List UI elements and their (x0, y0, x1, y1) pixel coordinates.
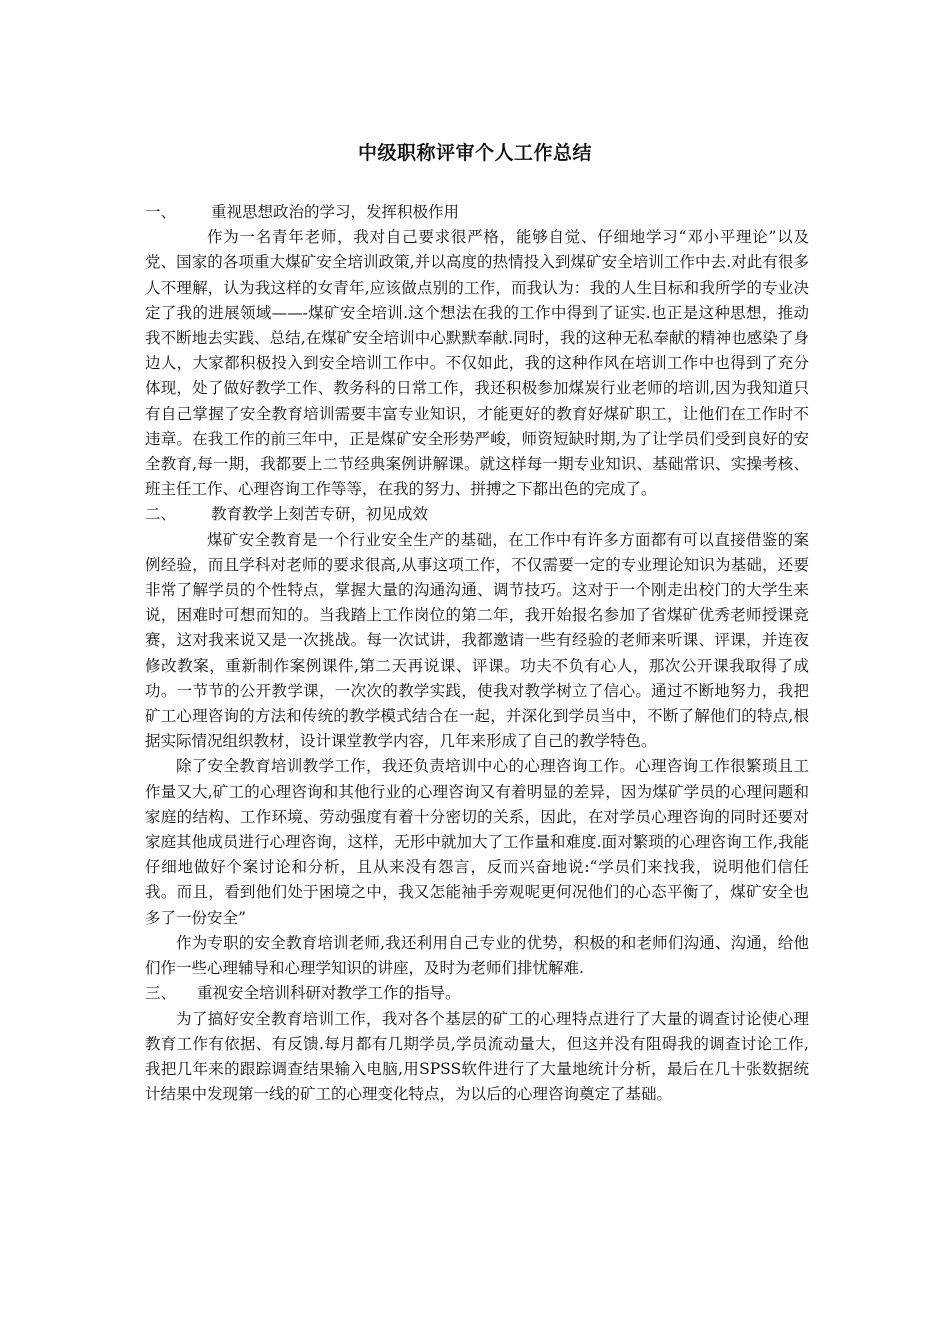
section-heading-2 (145, 502, 809, 527)
paragraph: 为了搞好安全教育培训工作，我对各个基层的矿工的心理特点进行了大量的调查讨论使心理教育工作有依据、有反馈.每月都有几期学员,学员流动量大，但这并没有阻碍我的调查讨论工作,我把几年来的跟踪调查结果输入电脑,用SPSS软件进行了大量地统计分析，最后在几十张数据统计结果中发现第一线的矿工的心理变化特点，为以后的心理咨询奠定了基础。 (145, 1009, 809, 1104)
document-body (145, 200, 809, 1107)
section-number: 三、 (145, 984, 177, 1003)
section-number: 二、 (145, 505, 177, 524)
section-heading-text: 重视安全培训科研对教学工作的指导。 (197, 984, 461, 1003)
paragraph: 作为专职的安全教育培训老师,我还利用自己专业的优势，积极的和老师们沟通、沟通，给他们作一些心理辅导和心理学知识的讲座，及时为老师们排忧解难. (145, 933, 809, 978)
paragraph: 作为一名青年老师，我对自己要求很严格，能够自觉、仔细地学习“邓小平理论”以及党、国家的各项重大煤矿安全培训政策,并以高度的热情投入到煤矿安全培训工作中去.对此有很多人不理解，认为我这样的女青年,应该做点别的工作，而我认为：我的人生目标和我所学的专业决定了我的进展领域——-煤矿安全培训.这个想法在我的工作中得到了证实.也正是这种思想，推动我不断地去实践、总结,在煤矿安全培训中心默默奉献.同时，我的这种无私奉献的精神也感染了身边人，大家都积极投入到安全培训工作中。不仅如此，我的这种作风在培训工作中也得到了充分体现，处了做好教学工作、教务科的日常工作，我还积极参加煤炭行业老师的培训,因为我知道只有自己掌握了安全教育培训需要丰富专业知识，才能更好的教育好煤矿职工，让他们在工作时不违章。在我工作的前三年中，正是煤矿安全形势严峻，师资短缺时期,为了让学员们受到良好的安全教育,每一期，我都要上二节经典案例讲解课。就这样每一期专业知识、基础常识、实操考核、班主任工作、心理咨询工作等等，在我的努力、拼搏之下都出色的完成了。 (145, 228, 809, 499)
page-title: 中级职称评审个人工作总结 (357, 142, 592, 164)
section-heading-text: 重视思想政治的学习，发挥积极作用 (211, 203, 460, 221)
section-heading-1 (145, 200, 809, 225)
section-number: 一、 (145, 203, 177, 221)
section-heading-text: 教育教学上刻苦专研，初见成效 (211, 505, 429, 524)
paragraph: 除了安全教育培训教学工作，我还负责培训中心的心理咨询工作。心理咨询工作很繁琐且工作量又大,矿工的心理咨询和其他行业的心理咨询又有着明显的差异，因为煤矿学员的心理问题和家庭的结构、工作环境、劳动强度有着十分密切的关系，因此，在对学员心理咨询的同时还要对家庭其他成员进行心理咨询，这样，无形中就加大了工作量和难度.面对繁琐的心理咨询工作,我能仔细地做好个案讨论和分析，且从来没有怨言，反而兴奋地说:“学员们来找我，说明他们信任我。而且，看到他们处于困境之中，我又怎能袖手旁观呢更何况他们的心态平衡了，煤矿安全也多了一份安全” (145, 757, 809, 927)
section-heading-3 (145, 981, 809, 1006)
paragraph: 煤矿安全教育是一个行业安全生产的基础，在工作中有许多方面都有可以直接借鉴的案例经验，而且学科对老师的要求很高,从事这项工作，不仅需要一定的专业理论知识为基础，还要非常了解学员的个性特点，掌握大量的沟通沟通、调节技巧。这对于一个刚走出校门的大学生来说，困难时可想而知的。当我踏上工作岗位的第二年，我开始报名参加了省煤矿优秀老师授课竞赛，这对我来说又是一次挑战。每一次试讲，我都邀请一些有经验的老师来听课、评课，并连夜修改教案，重新制作案例课件,第二天再说课、评课。功夫不负有心人，那次公开课我取得了成功。一节节的公开教学课，一次次的教学实践，使我对教学树立了信心。通过不断地努力，我把矿工心理咨询的方法和传统的教学模式结合在一起，并深化到学员当中，不断了解他们的特点,根据实际情况组织教材，设计课堂教学内容，几年来形成了自己的教学特色。 (145, 530, 809, 751)
